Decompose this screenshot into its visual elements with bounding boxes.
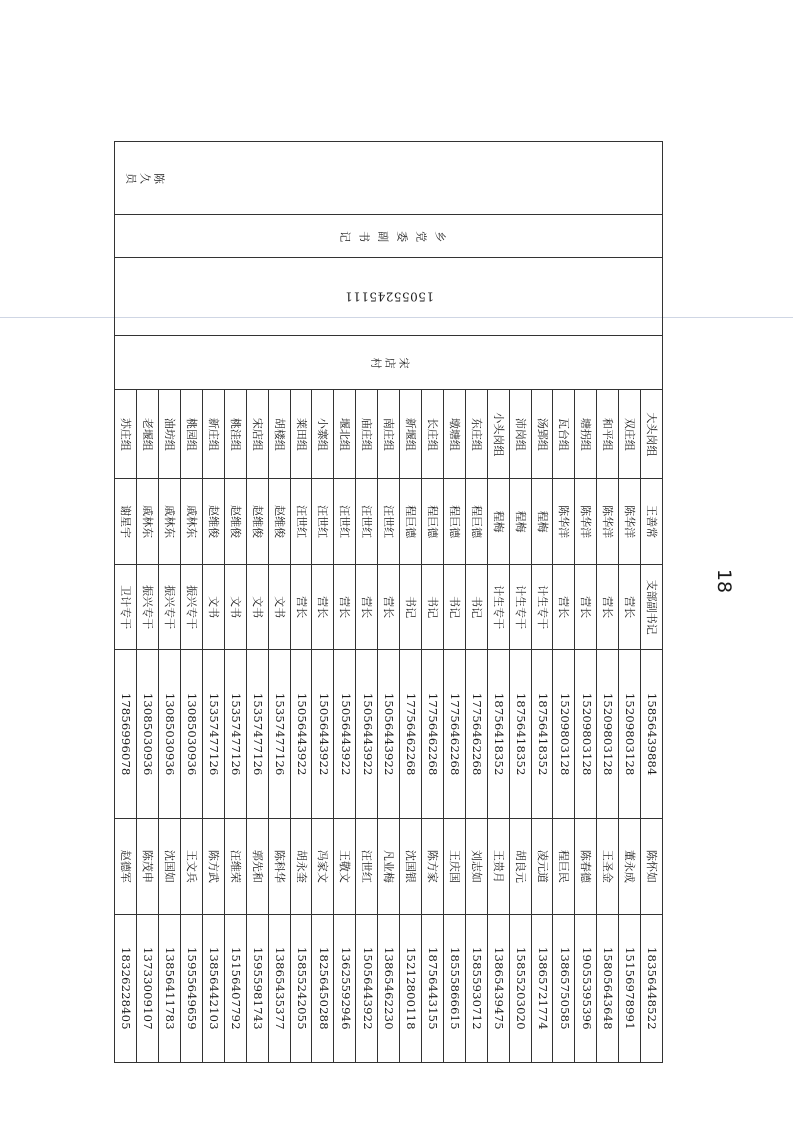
contact-phone-cell: 13856411783 [159, 914, 181, 1062]
page-number: 18 [713, 568, 736, 594]
contact-phone-cell: 18326228405 [115, 914, 137, 1062]
leader-phone-number-cell: 18756418352 [487, 650, 509, 819]
leader-phone-cell [115, 258, 663, 336]
contact-phone-cell: 15212800118 [400, 914, 422, 1062]
contact-name-cell: 沈国银 [400, 819, 422, 915]
group-cell: 汤郢组 [531, 390, 553, 479]
contact-phone-cell: 13865439475 [487, 914, 509, 1062]
contact-phone-cell: 18555866615 [443, 914, 465, 1062]
contact-name-cell: 汪世红 [356, 819, 378, 915]
group-leader-cell: 谢星宇 [115, 479, 137, 564]
group-cell: 桃洼组 [224, 390, 246, 479]
position-cell: 书记 [465, 564, 487, 649]
leader-name: 陈久员 [123, 171, 165, 185]
leader-phone-number-cell: 15056443922 [290, 650, 312, 819]
group-cell: 大头岗组 [641, 390, 663, 479]
group-leader-cell: 汪世红 [312, 479, 334, 564]
contact-phone-cell: 13865721774 [531, 914, 553, 1062]
contact-name-cell: 郭先和 [246, 819, 268, 915]
leader-phone-number-cell: 15209803128 [619, 650, 641, 819]
leader-phone-number-cell: 15209803128 [553, 650, 575, 819]
position-cell: 计生专干 [487, 564, 509, 649]
group-cell: 和平组 [597, 390, 619, 479]
leader-phone-number-cell: 15357477126 [224, 650, 246, 819]
group-cell: 宋店组 [246, 390, 268, 479]
leader-phone-number-cell: 15209803128 [575, 650, 597, 819]
position-cell: 营长 [378, 564, 400, 649]
group-leader-cell: 赵维俊 [202, 479, 224, 564]
group-cell: 莱田组 [290, 390, 312, 479]
position-cell: 营长 [619, 564, 641, 649]
village-name: 宋店村 [368, 356, 411, 370]
contact-table [114, 141, 663, 1063]
leader-phone-number-cell: 17856996078 [115, 650, 137, 819]
group-leader-cell: 陈华洋 [553, 479, 575, 564]
contact-name-cell: 汪维荣 [224, 819, 246, 915]
contact-name-cell: 凌元道 [531, 819, 553, 915]
contact-phone-cell: 15156978991 [619, 914, 641, 1062]
position-cell: 书记 [422, 564, 444, 649]
contact-name-cell: 冯家文 [312, 819, 334, 915]
group-leader-cell: 汪世红 [378, 479, 400, 564]
contact-name-cell: 凡业梅 [378, 819, 400, 915]
contact-phone-cell: 15056443922 [356, 914, 378, 1062]
group-cell: 长庄组 [422, 390, 444, 479]
group-cell: 苏庄组 [115, 390, 137, 479]
group-leader-cell: 程巨德 [443, 479, 465, 564]
leader-phone-number-cell: 13085030936 [159, 650, 181, 819]
contact-name-cell: 程巨民 [553, 819, 575, 915]
group-cell: 墩塘组 [443, 390, 465, 479]
group-leader-cell: 戚林东 [181, 479, 203, 564]
leader-phone-number-cell: 13085030936 [137, 650, 159, 819]
contact-name-cell: 陈方武 [202, 819, 224, 915]
contact-phone-cell: 18356448522 [641, 914, 663, 1062]
leader-phone-number-cell: 15056443922 [312, 650, 334, 819]
group-cell: 庙庄组 [356, 390, 378, 479]
group-cell: 小寨组 [312, 390, 334, 479]
group-cell: 沛岗组 [509, 390, 531, 479]
contact-name-cell: 陈科华 [268, 819, 290, 915]
group-cell: 老堰组 [137, 390, 159, 479]
leader-phone-number-cell: 17756462268 [400, 650, 422, 819]
contact-phone-cell: 15156407792 [224, 914, 246, 1062]
position-cell: 计生专干 [509, 564, 531, 649]
position-cell: 营长 [290, 564, 312, 649]
group-leader-cell: 汪世红 [356, 479, 378, 564]
contact-phone-cell: 15855930712 [465, 914, 487, 1062]
contact-phone-cell: 13625592946 [334, 914, 356, 1062]
contact-name-cell: 王圣金 [597, 819, 619, 915]
group-leader-cell: 赵维俊 [246, 479, 268, 564]
position-cell: 卫计专干 [115, 564, 137, 649]
leader-phone-number-cell: 15357477126 [246, 650, 268, 819]
leader-phone-number-cell: 15856439884 [641, 650, 663, 819]
table-body [115, 142, 663, 1063]
contact-name-cell: 陈怀如 [641, 819, 663, 915]
group-leader-cell: 程巨德 [465, 479, 487, 564]
position-cell: 文书 [246, 564, 268, 649]
contact-phone-cell: 15955981743 [246, 914, 268, 1062]
group-cell: 双庄组 [619, 390, 641, 479]
leader-title: 乡党委副书记 [332, 229, 447, 243]
contact-name-cell: 陈茂申 [137, 819, 159, 915]
leader-phone-number-cell: 18756418352 [509, 650, 531, 819]
position-cell: 书记 [443, 564, 465, 649]
rotated-table-container [114, 141, 663, 1063]
leader-phone-number-cell: 15357477126 [268, 650, 290, 819]
position-cell: 书记 [400, 564, 422, 649]
position-cell: 振兴专干 [181, 564, 203, 649]
contact-phone-cell: 13865435377 [268, 914, 290, 1062]
contact-name-cell: 陈方家 [422, 819, 444, 915]
group-leader-cell: 陈华洋 [619, 479, 641, 564]
group-leader-cell: 程梅 [487, 479, 509, 564]
group-leader-cell: 汪世红 [290, 479, 312, 564]
group-cell: 塘拐组 [575, 390, 597, 479]
leader-phone-number-cell: 15056443922 [356, 650, 378, 819]
position-cell: 营长 [575, 564, 597, 649]
contact-name-cell: 刘志如 [465, 819, 487, 915]
group-cell: 油坊组 [159, 390, 181, 479]
group-leader-cell: 程梅 [531, 479, 553, 564]
group-leader-cell: 程梅 [509, 479, 531, 564]
position-cell: 文书 [268, 564, 290, 649]
contact-name-cell: 赵德军 [115, 819, 137, 915]
contact-name-cell: 王庆国 [443, 819, 465, 915]
group-leader-cell: 汪世红 [334, 479, 356, 564]
group-leader-cell: 王善常 [641, 479, 663, 564]
position-cell: 营长 [597, 564, 619, 649]
contact-phone-cell: 13865750585 [553, 914, 575, 1062]
leader-phone-number-cell: 17756462268 [443, 650, 465, 819]
group-cell: 瓦台组 [553, 390, 575, 479]
leader-phone-number-cell: 18756418352 [531, 650, 553, 819]
position-cell: 振兴专干 [137, 564, 159, 649]
leader-name-cell [115, 142, 663, 215]
group-leader-cell: 戚林东 [159, 479, 181, 564]
table-row [641, 142, 663, 1063]
contact-phone-cell: 18256450288 [312, 914, 334, 1062]
group-leader-cell: 陈华洋 [597, 479, 619, 564]
leader-phone-number-cell: 17756462268 [465, 650, 487, 819]
contact-phone-cell: 15855203020 [509, 914, 531, 1062]
group-leader-cell: 赵维俊 [268, 479, 290, 564]
contact-phone-cell: 15855242055 [290, 914, 312, 1062]
contact-phone-cell: 13865462230 [378, 914, 400, 1062]
contact-name-cell: 胡永奎 [290, 819, 312, 915]
village-cell [115, 335, 663, 390]
rotated-table [114, 141, 663, 1063]
contact-name-cell: 胡良元 [509, 819, 531, 915]
position-cell: 振兴专干 [159, 564, 181, 649]
group-leader-cell: 戚林东 [137, 479, 159, 564]
group-cell: 胡楼组 [268, 390, 290, 479]
group-cell: 南庄组 [378, 390, 400, 479]
leader-phone-number-cell: 15357477126 [202, 650, 224, 819]
contact-name-cell: 王贵月 [487, 819, 509, 915]
leader-phone-number-cell: 15056443922 [334, 650, 356, 819]
contact-name-cell: 王文兵 [181, 819, 203, 915]
contact-phone-cell: 15805643648 [597, 914, 619, 1062]
contact-name-cell: 陈春德 [575, 819, 597, 915]
contact-name-cell: 沈国如 [159, 819, 181, 915]
group-leader-cell: 陈华洋 [575, 479, 597, 564]
group-leader-cell: 程巨德 [422, 479, 444, 564]
contact-phone-cell: 15955649659 [181, 914, 203, 1062]
position-cell: 文书 [202, 564, 224, 649]
leader-title-cell [115, 214, 663, 257]
leader-phone-number-cell: 17756462268 [422, 650, 444, 819]
group-cell: 堰北组 [334, 390, 356, 479]
position-cell: 支部副书记 [641, 564, 663, 649]
group-cell: 新堰组 [400, 390, 422, 479]
position-cell: 文书 [224, 564, 246, 649]
leader-phone-number-cell: 15209803128 [597, 650, 619, 819]
contact-phone-cell: 13856442103 [202, 914, 224, 1062]
position-cell: 营长 [334, 564, 356, 649]
position-cell: 营长 [312, 564, 334, 649]
group-leader-cell: 赵维俊 [224, 479, 246, 564]
position-cell: 计生专干 [531, 564, 553, 649]
contact-name-cell: 董永成 [619, 819, 641, 915]
contact-phone-cell: 13733009107 [137, 914, 159, 1062]
position-cell: 营长 [553, 564, 575, 649]
leader-phone-number-cell: 15056443922 [378, 650, 400, 819]
group-cell: 新庄组 [202, 390, 224, 479]
contact-phone-cell: 19055395396 [575, 914, 597, 1062]
contact-phone-cell: 18756443155 [422, 914, 444, 1062]
position-cell: 营长 [356, 564, 378, 649]
group-cell: 小头岗组 [487, 390, 509, 479]
group-cell: 桃园组 [181, 390, 203, 479]
leader-phone-number-cell: 13085030936 [181, 650, 203, 819]
leader-phone: 15055245111 [344, 289, 435, 304]
group-cell: 东庄组 [465, 390, 487, 479]
contact-name-cell: 王敬文 [334, 819, 356, 915]
group-leader-cell: 程巨德 [400, 479, 422, 564]
